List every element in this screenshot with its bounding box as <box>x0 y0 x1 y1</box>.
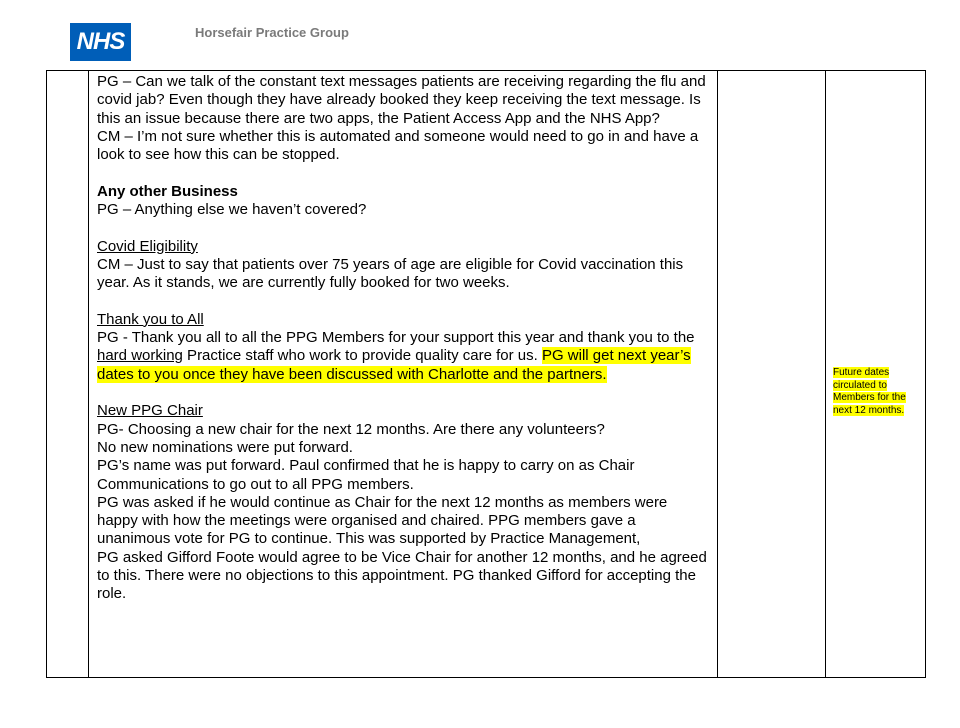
chair-line-4: Communications to go out to all PPG members. <box>97 475 414 493</box>
minutes-table <box>46 70 926 678</box>
chair-line-5: PG was asked if he would continue as Chair for the next 12 months as members were happy with how the meetings were organised and chaired. PPG members gave a unanimous vote for PG to continue. This was supported by Practice Management, <box>97 493 668 548</box>
table-row <box>47 71 926 678</box>
thanks-text-hard-working: hard working <box>97 347 183 365</box>
thanks-text-part-1: PG - Thank you all to all the PPG Members for your support this year and thank you to the <box>97 329 695 347</box>
thanks-text-highlight: PG will get next year’s dates to you once they have been discussed with Charlotte and the partners. <box>97 347 691 383</box>
covid-heading: Covid Eligibility <box>97 237 198 255</box>
practice-name: Horsefair Practice Group <box>195 25 349 40</box>
nhs-logo: NHS <box>70 23 131 61</box>
item-number-cell <box>47 71 89 678</box>
covid-text: CM – Just to say that patients over 75 years of age are eligible for Covid vaccination this year. As it stands, we are currently fully booked for two weeks. <box>97 255 684 292</box>
action-note-highlight: Future dates circulated to Members for the next 12 months <box>833 367 906 416</box>
chair-line-2: No new nominations were put forward. <box>97 438 353 456</box>
aob-text: PG – Anything else we haven’t covered? <box>97 201 367 219</box>
chair-line-6: PG asked Gifford Foote would agree to be Vice Chair for another 12 months, and he agreed to this. There were no objections to this appointment. PG thanked Gifford for accepting the role. <box>97 548 707 603</box>
thanks-text <box>97 329 709 384</box>
aob-heading: Any other Business <box>97 182 238 200</box>
chair-line-3: PG’s name was put forward. Paul confirmed that he is happy to carry on as Chair <box>97 457 635 475</box>
action-note-suffix: . <box>901 404 905 416</box>
action-note <box>833 367 913 417</box>
page-header <box>0 0 960 70</box>
action-cell <box>826 71 926 678</box>
text-messages-reply: CM – I’m not sure whether this is automated and someone would need to go in and have a look to see how this can be stopped. <box>97 127 699 164</box>
thanks-heading: Thank you to All <box>97 310 204 328</box>
responsible-cell <box>718 71 826 678</box>
chair-line-1: PG- Choosing a new chair for the next 12 months. Are there any volunteers? <box>97 420 605 438</box>
discussion-cell <box>89 71 718 678</box>
thanks-text-part-2: Practice staff who work to provide quality care for us. <box>182 347 542 365</box>
text-messages-question: PG – Can we talk of the constant text messages patients are receiving regarding the flu and covid jab? Even though they have already booked they keep receiving the text message. Is this an issue because there are two apps, the Patient Access App and the NHS App? <box>97 73 706 127</box>
chair-heading: New PPG Chair <box>97 402 203 420</box>
